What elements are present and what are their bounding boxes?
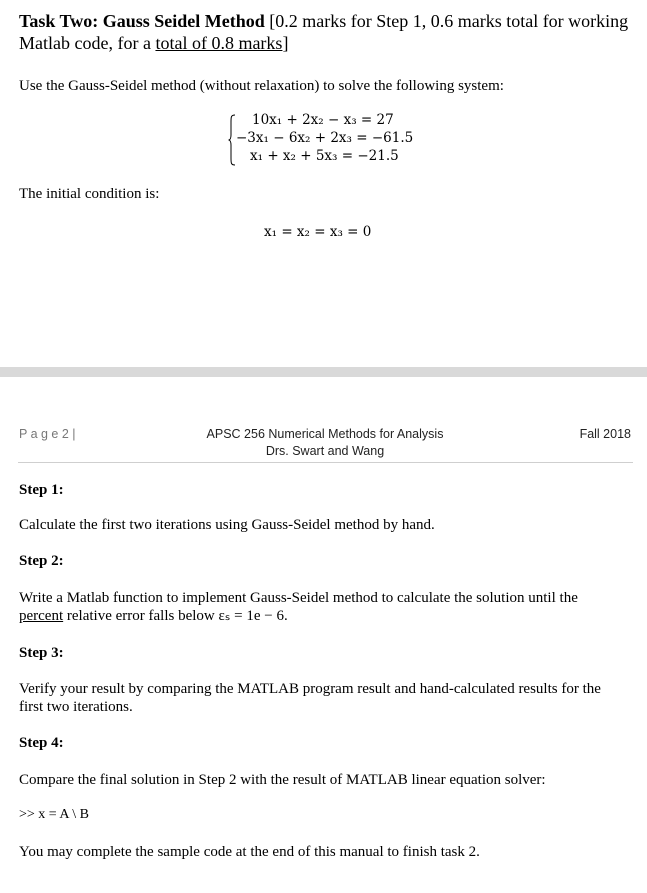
task-title-end: ] (282, 33, 289, 53)
task-title (19, 10, 629, 54)
step-2-text-start: Write a Matlab function to implement Gauss-Seidel method to calculate the solution until the (19, 590, 578, 606)
initial-condition-label: The initial condition is: (19, 186, 160, 202)
step-1-label: Step 1: (19, 482, 64, 498)
footer-note: You may complete the sample code at the end of this manual to finish task 2. (19, 844, 480, 860)
step-2-text-end: relative error falls below εₛ = 1e − 6. (63, 608, 288, 624)
step-2-label: Step 2: (19, 553, 64, 569)
matlab-command: >> x = A \ B (19, 807, 89, 822)
equation-1: 10x₁ + 2x₂ − x₃ = 27 (252, 112, 394, 128)
term: Fall 2018 (579, 427, 631, 441)
equation-2: −3x₁ − 6x₂ + 2x₃ = −61.5 (236, 130, 414, 146)
course-title: APSC 256 Numerical Methods for Analysis (206, 427, 444, 441)
step-1-text: Calculate the first two iterations using Gauss-Seidel method by hand. (19, 517, 435, 533)
step-3-label: Step 3: (19, 645, 64, 661)
header-divider (18, 462, 633, 463)
intro-text: Use the Gauss-Seidel method (without relaxation) to solve the following system: (19, 78, 504, 94)
step-4-text: Compare the final solution in Step 2 with the result of MATLAB linear equation solver: (19, 772, 546, 788)
page-break (0, 367, 647, 377)
step-4-label: Step 4: (19, 735, 64, 751)
task-title-text: [0.2 marks for Step 1, 0.6 marks total for working Matlab code, for a (19, 11, 629, 53)
equation-3: x₁ + x₂ + 5x₃ = −21.5 (250, 148, 399, 164)
page-number: P a g e 2 | (19, 427, 76, 441)
initial-condition-equation: x₁ = x₂ = x₃ = 0 (264, 224, 372, 240)
system-brace (228, 114, 236, 166)
step-2-text (19, 589, 619, 625)
task-title-total: total of 0.8 marks (155, 33, 283, 53)
step-3-text: Verify your result by comparing the MATLAB program result and hand-calculated results for the first two iterations. (19, 681, 601, 715)
step-2-percent: percent (19, 608, 64, 624)
instructors: Drs. Swart and Wang (265, 444, 385, 458)
task-title-bold: Task Two: Gauss Seidel Method (19, 11, 265, 31)
